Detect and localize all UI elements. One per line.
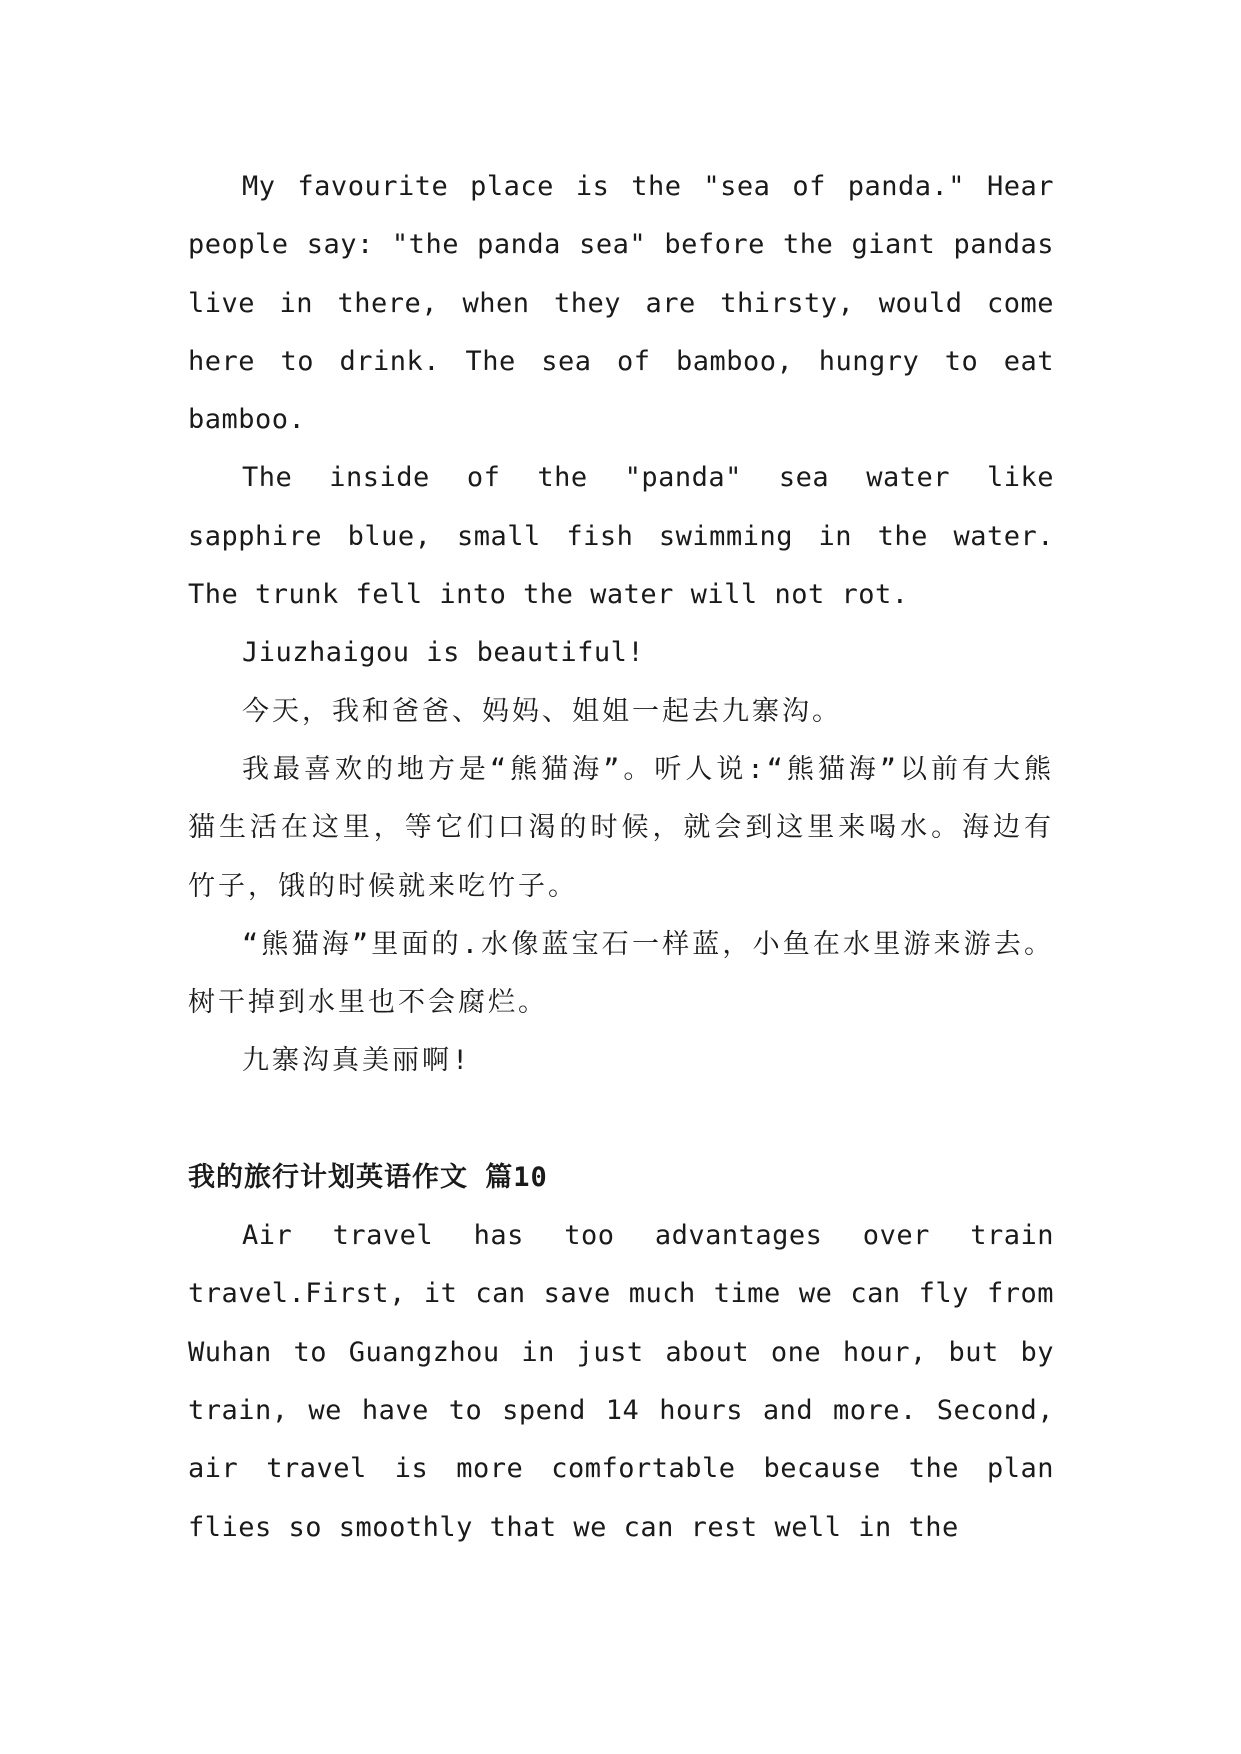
paragraph-beautiful-zh: 九寨沟真美丽啊! — [242, 1045, 472, 1077]
paragraph-beautiful-en: Jiuzhaigou is beautiful! — [242, 637, 645, 669]
section-heading: 我的旅行计划英语作文 篇10 — [188, 1161, 548, 1193]
document-page — [188, 158, 1054, 1557]
paragraph-today-zh: 今天，我和爸爸、妈妈、姐姐一起去九寨沟。 — [242, 695, 842, 727]
paragraph-panda-sea-zh: 我最喜欢的地方是“熊猫海”。听人说:“熊猫海”以前有大熊猫生活在这里，等它们口渴的时候，就会到这里来喝水。海边有竹子，饿的时候就来吃竹子。 — [188, 753, 1054, 902]
paragraph-sapphire-en: The inside of the "panda" sea water like sapphire blue, small fish swimming in the water. The trunk fell into the water will not rot. — [188, 462, 1054, 611]
paragraph-panda-sea-en: My favourite place is the "sea of panda." Hear people say: "the panda sea" before the giant pandas live in there, when they are thirsty, would come here to drink. The sea of bamboo, hungry to eat bamboo. — [188, 171, 1054, 436]
paragraph-sapphire-zh: “熊猫海”里面的.水像蓝宝石一样蓝，小鱼在水里游来游去。树干掉到水里也不会腐烂。 — [188, 928, 1054, 1019]
paragraph-air-travel-en: Air travel has too advantages over train travel.First, it can save much time we can fly from Wuhan to Guangzhou in just about one hour, but by train, we have to spend 14 hours and more. Second, air travel is more comfortable because the plan flies so smoothly that we can rest well in the — [188, 1220, 1054, 1543]
